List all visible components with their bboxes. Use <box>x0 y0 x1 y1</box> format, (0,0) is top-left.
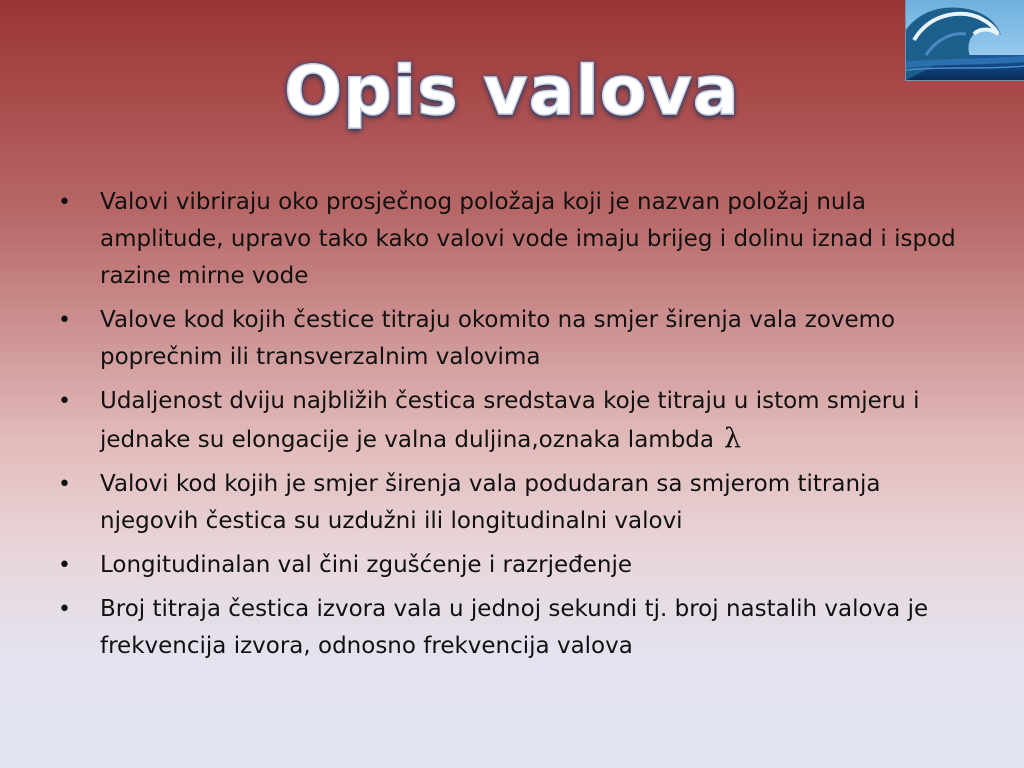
bullet-item <box>58 184 978 295</box>
bullet-text: Broj titraja čestica izvora vala u jednoj sekundi tj. broj nastalih valova je frekvencija izvora, odnosno frekvencija valova <box>100 596 929 659</box>
bullet-list <box>58 184 978 672</box>
bullet-glyph: • <box>58 472 71 497</box>
bullet-item <box>58 383 978 459</box>
bullet-text: Udaljenost dviju najbližih čestica sredstava koje titraju u istom smjeru i jednake su elongacije je valna duljina,oznaka lambda <box>100 388 920 453</box>
bullet-text: Longitudinalan val čini zgušćenje i razrjeđenje <box>100 552 633 578</box>
bullet-glyph: • <box>58 389 71 414</box>
lambda-symbol: λ <box>724 423 742 454</box>
bullet-glyph: • <box>58 553 71 578</box>
bullet-item <box>58 591 978 665</box>
bullet-item <box>58 466 978 540</box>
bullet-text: Valovi vibriraju oko prosječnog položaja koji je nazvan položaj nula amplitude, upravo tako kako valovi vode imaju brijeg i dolinu iznad i ispod razine mirne vode <box>100 189 956 289</box>
bullet-text: Valove kod kojih čestice titraju okomito na smjer širenja vala zovemo poprečnim ili transverzalnim valovima <box>100 307 896 370</box>
bullet-text: Valovi kod kojih je smjer širenja vala podudaran sa smjerom titranja njegovih čestica su uzdužni ili longitudinalni valovi <box>100 471 881 534</box>
bullet-glyph: • <box>58 190 71 215</box>
slide-title: Opis valova <box>284 52 740 131</box>
bullet-glyph: • <box>58 597 71 622</box>
bullet-glyph: • <box>58 308 71 333</box>
bullet-item <box>58 302 978 376</box>
bullet-item <box>58 547 978 584</box>
